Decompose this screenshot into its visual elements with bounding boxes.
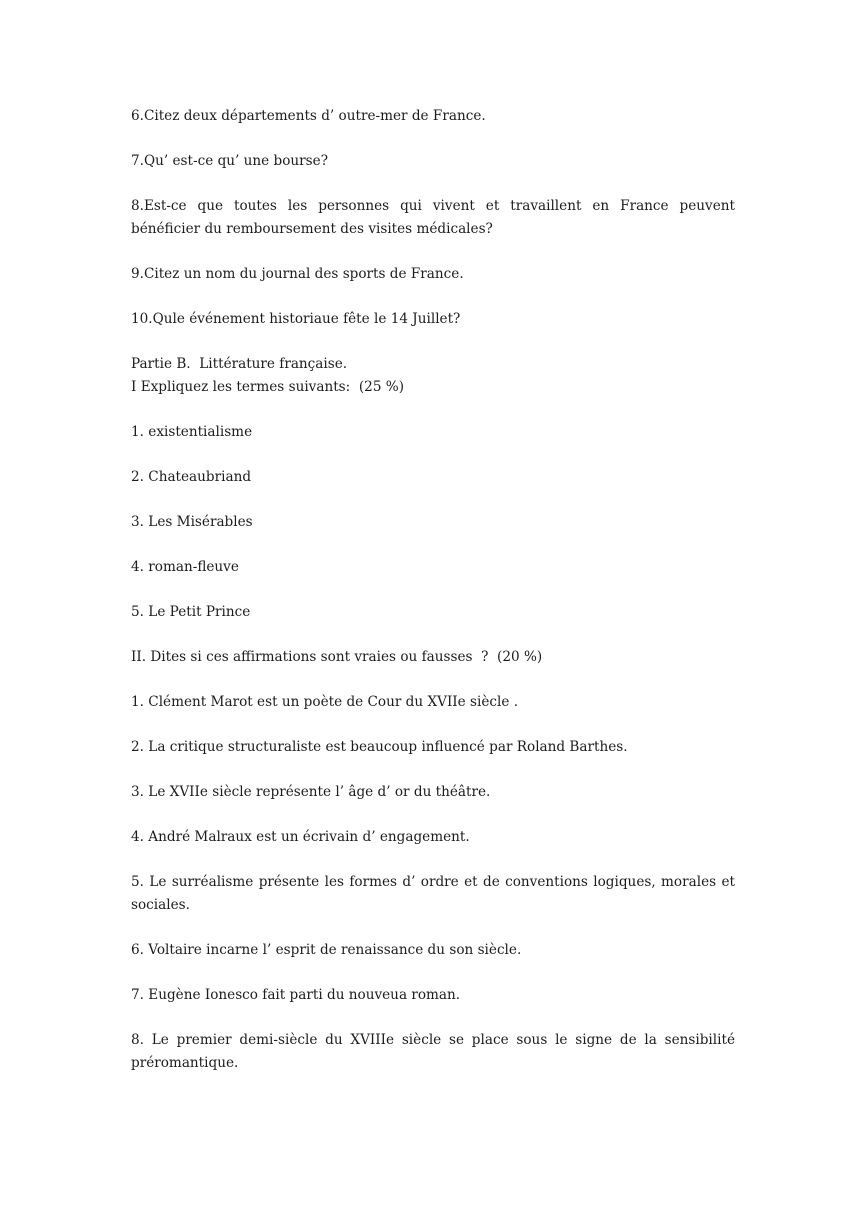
part-b-heading: Partie B. Littérature française.: [131, 356, 348, 372]
statement-item: 1. Clément Marot est un poète de Cour du XVIIe siècle .: [131, 694, 519, 710]
document-page: [131, 105, 740, 1075]
term-item: 4. roman-fleuve: [131, 559, 239, 575]
section-2-title: II. Dites si ces affirmations sont vraies ou fausses ? (20 %): [131, 649, 543, 665]
statement-item: 8. Le premier demi-siècle du XVIIIe siècle se place sous le signe de la sensibilité préromantique.: [131, 1032, 740, 1071]
term-item: 3. Les Misérables: [131, 514, 253, 530]
statement-item: 3. Le XVIIe siècle représente l’ âge d’ or du théâtre.: [131, 784, 491, 800]
question-10: 10.Qule événement historiaue fête le 14 Juillet?: [131, 311, 461, 327]
section-1-title: I Expliquez les termes suivants: (25 %): [131, 379, 405, 395]
question-8: 8.Est-ce que toutes les personnes qui vivent et travaillent en France peuvent bénéficier du remboursement des visites médicales?: [131, 198, 740, 237]
question-7: 7.Qu’ est-ce qu’ une bourse?: [131, 153, 328, 169]
term-item: 1. existentialisme: [131, 424, 253, 440]
question-9: 9.Citez un nom du journal des sports de France.: [131, 266, 464, 282]
statement-item: 7. Eugène Ionesco fait parti du nouveua roman.: [131, 987, 461, 1003]
statement-item: 6. Voltaire incarne l’ esprit de renaissance du son siècle.: [131, 942, 522, 958]
statement-item: 5. Le surréalisme présente les formes d’ ordre et de conventions logiques, morales et sociales.: [131, 874, 740, 913]
statement-item: 2. La critique structuraliste est beaucoup influencé par Roland Barthes.: [131, 739, 628, 755]
term-item: 5. Le Petit Prince: [131, 604, 251, 620]
statement-item: 4. André Malraux est un écrivain d’ engagement.: [131, 829, 470, 845]
term-item: 2. Chateaubriand: [131, 469, 252, 485]
question-6: 6.Citez deux départements d’ outre-mer de France.: [131, 108, 486, 124]
